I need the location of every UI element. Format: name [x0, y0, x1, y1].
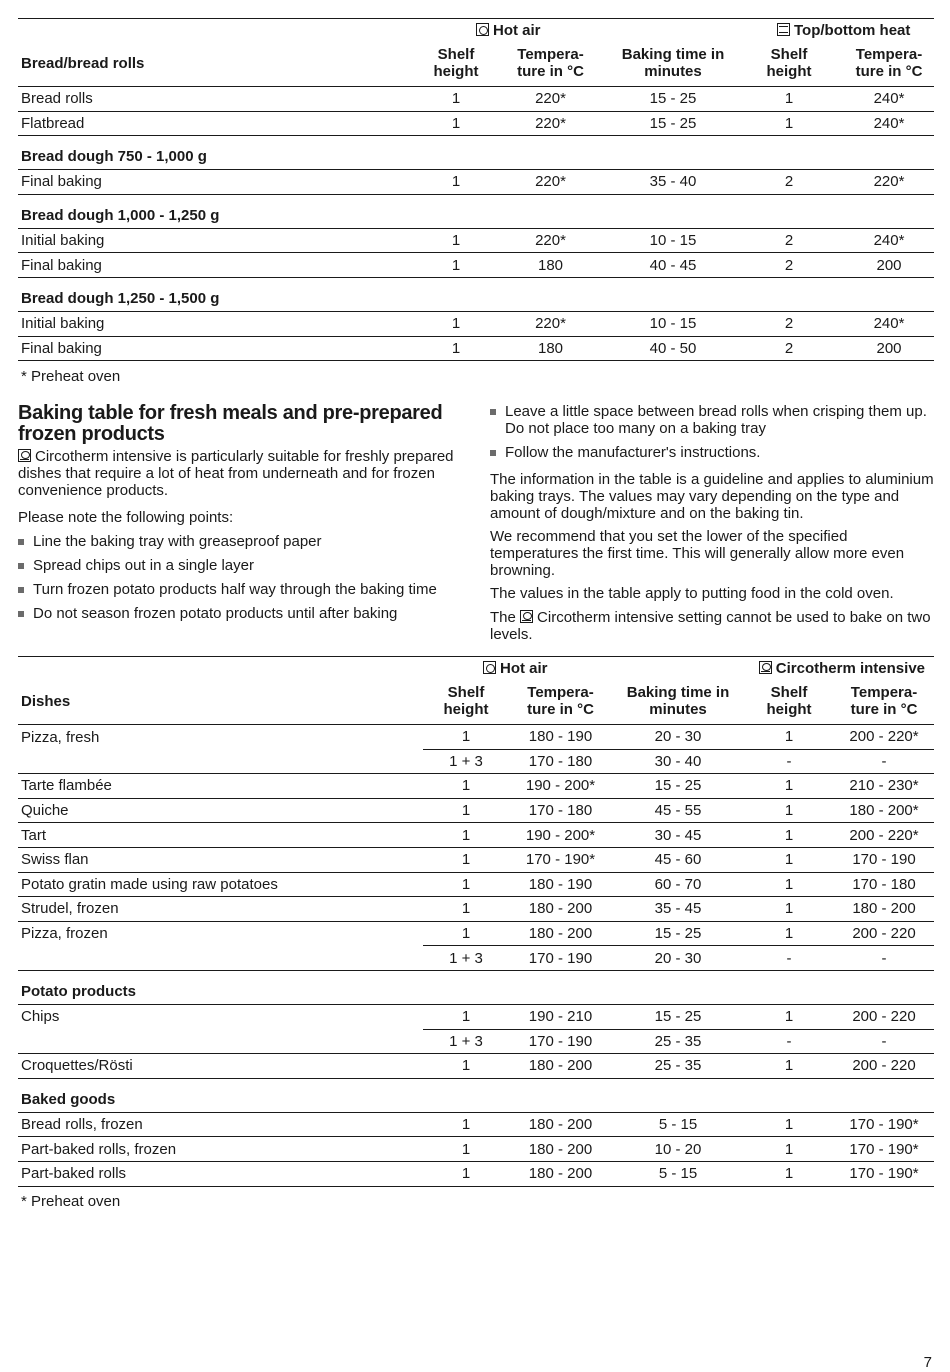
- table-row: [18, 336, 934, 361]
- section-heading: Potato products: [18, 970, 934, 1004]
- row-label: Tart: [18, 823, 423, 848]
- table-cell: 2: [734, 228, 844, 253]
- column-header-temperature-2: Tempera- ture in °C: [844, 41, 934, 87]
- table-cell: 180 - 190: [509, 872, 612, 897]
- paragraph-cold-oven: The values in the table apply to putting food in the cold oven.: [490, 585, 894, 602]
- table-cell: 1: [734, 111, 844, 136]
- table-cell: 15 - 25: [612, 774, 744, 799]
- table-cell: 1: [423, 1112, 509, 1137]
- table-cell: 10 - 20: [612, 1137, 744, 1162]
- row-label: Flatbread: [18, 111, 423, 136]
- section-heading: Bread dough 750 - 1,000 g: [18, 136, 934, 170]
- row-label: Initial baking: [18, 228, 423, 253]
- table-cell: 2: [734, 253, 844, 278]
- table-cell: 2: [734, 311, 844, 336]
- table-cell: -: [834, 946, 934, 971]
- table-row: [18, 228, 934, 253]
- section-heading-row: [18, 277, 934, 311]
- table-cell: -: [744, 1029, 834, 1054]
- paragraph-recommend: We recommend that you set the lower of the specified temperatures the first time. This will generally allow more even browning.: [490, 528, 905, 579]
- table-cell: 1: [744, 921, 834, 946]
- table-cell: 15 - 25: [612, 87, 734, 112]
- table-cell: 180 - 200: [509, 1161, 612, 1186]
- table-cell: 200 - 220*: [834, 823, 934, 848]
- table-cell: 180: [489, 336, 612, 361]
- table-cell: 170 - 190*: [834, 1137, 934, 1162]
- section-title: Baking table for fresh meals and pre-prepared frozen products: [18, 402, 443, 445]
- table-cell: 200: [844, 336, 934, 361]
- table-cell: -: [834, 749, 934, 774]
- section-heading: Baked goods: [18, 1078, 934, 1112]
- table-row: [18, 872, 934, 897]
- column-header-baking-time: Baking time in minutes: [612, 679, 744, 725]
- paragraph-guideline: The information in the table is a guideline and applies to aluminium baking trays. The values may vary depending on the type and amount of dough/mixture and on the baking tin.: [490, 471, 934, 522]
- bullet-list-left: [18, 533, 466, 622]
- table-cell: 190 - 210: [509, 1004, 612, 1029]
- table-cell: 200 - 220: [834, 1054, 934, 1079]
- table-cell: 190 - 200*: [509, 774, 612, 799]
- table-cell: 1: [744, 1137, 834, 1162]
- bread-baking-table: [18, 18, 934, 361]
- table-row: [18, 1004, 934, 1029]
- bullet-list-right: [490, 403, 934, 461]
- row-label: Swiss flan: [18, 847, 423, 872]
- table-cell: 20 - 30: [612, 946, 744, 971]
- table-cell: -: [834, 1029, 934, 1054]
- table-row: [18, 847, 934, 872]
- section-heading: Bread dough 1,000 - 1,250 g: [18, 194, 934, 228]
- table-row: [18, 1137, 934, 1162]
- bullet-item: Spread chips out in a single layer: [18, 557, 466, 574]
- section-heading-row: [18, 136, 934, 170]
- page-number: 7: [923, 1354, 932, 1371]
- table-cell: 1 + 3: [423, 946, 509, 971]
- table-row: [18, 823, 934, 848]
- paragraph-two-levels: The Circotherm intensive setting cannot be used to bake on two levels.: [490, 609, 931, 643]
- bullet-item: Line the baking tray with greaseproof paper: [18, 533, 466, 550]
- table-cell: 45 - 55: [612, 798, 744, 823]
- row-label: Quiche: [18, 798, 423, 823]
- table-cell: 25 - 35: [612, 1054, 744, 1079]
- table-cell: 180 - 200: [834, 897, 934, 922]
- table-cell: 1: [423, 798, 509, 823]
- table-cell: 210 - 230*: [834, 774, 934, 799]
- table-cell: 240*: [844, 111, 934, 136]
- row-label: Potato gratin made using raw potatoes: [18, 872, 423, 897]
- section-left-column: [18, 403, 466, 629]
- table-row: [18, 1054, 934, 1079]
- column-header-shelf-height: Shelf height: [423, 679, 509, 725]
- column-header-shelf-height: Shelf height: [423, 41, 489, 87]
- table-cell: 1: [744, 798, 834, 823]
- table-cell: 180 - 200: [509, 1054, 612, 1079]
- table-cell: 1: [744, 1161, 834, 1186]
- table-cell: 1 + 3: [423, 749, 509, 774]
- circotherm-intensive-icon: [18, 449, 31, 462]
- table-cell: 1: [423, 253, 489, 278]
- row-label: Tarte flambée: [18, 774, 423, 799]
- hot-air-mode-header: Hot air: [423, 657, 744, 679]
- table-row: [18, 170, 934, 195]
- table-cell: 2: [734, 336, 844, 361]
- section-heading-row: [18, 970, 934, 1004]
- table-row: [18, 253, 934, 278]
- table-cell: 1: [744, 847, 834, 872]
- table-cell: 1: [423, 1161, 509, 1186]
- row-label: Part-baked rolls: [18, 1161, 423, 1186]
- column-header-baking-time: Baking time in minutes: [612, 41, 734, 87]
- table-cell: 1: [423, 1137, 509, 1162]
- section-heading: Bread dough 1,250 - 1,500 g: [18, 277, 934, 311]
- table-cell: 240*: [844, 228, 934, 253]
- top-bottom-heat-icon: [777, 23, 790, 36]
- table-cell: 200: [844, 253, 934, 278]
- dishes-baking-table: [18, 656, 934, 1187]
- table-cell: 220*: [489, 87, 612, 112]
- column-header-temperature-2: Tempera- ture in °C: [834, 679, 934, 725]
- column-header-category: Bread/bread rolls: [18, 41, 423, 87]
- table-row: [18, 111, 934, 136]
- hot-air-mode-header: Hot air: [423, 19, 734, 41]
- table-cell: 170 - 190: [509, 946, 612, 971]
- table-cell: 170 - 190: [509, 1029, 612, 1054]
- table-cell: 1: [744, 774, 834, 799]
- circotherm-mode-header: Circotherm intensive: [744, 657, 934, 679]
- table-cell: 1: [423, 170, 489, 195]
- table-cell: 1: [423, 1054, 509, 1079]
- row-label: Pizza, frozen: [18, 921, 423, 946]
- table-cell: 1: [423, 87, 489, 112]
- table-cell: 1: [423, 228, 489, 253]
- bullet-item: Follow the manufacturer's instructions.: [490, 444, 934, 461]
- column-header-shelf-height-2: Shelf height: [734, 41, 844, 87]
- table-cell: 1: [423, 897, 509, 922]
- table-cell: 1: [423, 823, 509, 848]
- table-cell: 220*: [489, 111, 612, 136]
- row-label: [18, 946, 423, 971]
- intro-paragraph: Circotherm intensive is particularly suitable for freshly prepared dishes that require a lot of heat from underneath and for frozen convenience products.: [18, 448, 454, 499]
- row-label: [18, 1029, 423, 1054]
- table-cell: 1: [423, 774, 509, 799]
- table-cell: 1: [744, 872, 834, 897]
- footnote: * Preheat oven: [21, 1193, 121, 1210]
- column-header-temperature: Tempera- ture in °C: [509, 679, 612, 725]
- table-cell: 1: [423, 847, 509, 872]
- table-cell: 2: [734, 170, 844, 195]
- table-cell: 5 - 15: [612, 1161, 744, 1186]
- bullet-item: Leave a little space between bread rolls when crisping them up. Do not place too many on a baking tray: [490, 403, 934, 437]
- table-cell: 190 - 200*: [509, 823, 612, 848]
- table-cell: 180 - 200: [509, 1112, 612, 1137]
- hot-air-icon: [483, 661, 496, 674]
- table-cell: 180 - 200: [509, 1137, 612, 1162]
- table-cell: 170 - 180: [509, 749, 612, 774]
- table-row: [18, 897, 934, 922]
- table-cell: 200 - 220*: [834, 725, 934, 750]
- column-header-shelf-height-2: Shelf height: [744, 679, 834, 725]
- table-row: [18, 774, 934, 799]
- circotherm-intensive-icon: [759, 661, 772, 674]
- table-cell: 35 - 40: [612, 170, 734, 195]
- table-cell: 170 - 190*: [834, 1161, 934, 1186]
- table-cell: 1: [744, 897, 834, 922]
- table-cell: 180 - 190: [509, 725, 612, 750]
- table-row: [18, 798, 934, 823]
- table-row: [18, 1161, 934, 1186]
- row-label: Strudel, frozen: [18, 897, 423, 922]
- row-label: Final baking: [18, 170, 423, 195]
- bullet-item: Do not season frozen potato products until after baking: [18, 605, 466, 622]
- row-label: Part-baked rolls, frozen: [18, 1137, 423, 1162]
- row-label: Chips: [18, 1004, 423, 1029]
- table-cell: 20 - 30: [612, 725, 744, 750]
- top-bottom-heat-mode-header: Top/bottom heat: [734, 19, 934, 41]
- section-right-column: [490, 403, 934, 643]
- table-cell: 1 + 3: [423, 1029, 509, 1054]
- table-cell: 1: [423, 311, 489, 336]
- table-cell: 1: [744, 1112, 834, 1137]
- table-row: [18, 1029, 934, 1054]
- table-cell: 1: [423, 725, 509, 750]
- table-row: [18, 311, 934, 336]
- table-cell: 200 - 220: [834, 921, 934, 946]
- table-cell: 220*: [489, 228, 612, 253]
- table-cell: 30 - 40: [612, 749, 744, 774]
- table-cell: 40 - 50: [612, 336, 734, 361]
- row-label: Pizza, fresh: [18, 725, 423, 750]
- row-label: Final baking: [18, 253, 423, 278]
- column-header-category: Dishes: [18, 679, 423, 725]
- table-cell: 30 - 45: [612, 823, 744, 848]
- table-row: [18, 725, 934, 750]
- table-cell: 15 - 25: [612, 111, 734, 136]
- table-row: [18, 749, 934, 774]
- row-label: Bread rolls, frozen: [18, 1112, 423, 1137]
- table-cell: 200 - 220: [834, 1004, 934, 1029]
- column-header-temperature: Tempera- ture in °C: [489, 41, 612, 87]
- table-cell: 170 - 180: [509, 798, 612, 823]
- table-cell: -: [744, 946, 834, 971]
- section-heading-row: [18, 194, 934, 228]
- table-cell: 170 - 190*: [509, 847, 612, 872]
- table-cell: 40 - 45: [612, 253, 734, 278]
- table-cell: 1: [744, 725, 834, 750]
- table-cell: 1: [734, 87, 844, 112]
- table-cell: 180 - 200: [509, 897, 612, 922]
- table-cell: 25 - 35: [612, 1029, 744, 1054]
- table-cell: 5 - 15: [612, 1112, 744, 1137]
- table-row: [18, 1112, 934, 1137]
- table-cell: 1: [423, 872, 509, 897]
- table-cell: 1: [423, 1004, 509, 1029]
- table-cell: 1: [744, 823, 834, 848]
- row-label: [18, 749, 423, 774]
- table-cell: -: [744, 749, 834, 774]
- table-cell: 170 - 190: [834, 847, 934, 872]
- table-cell: 1: [423, 921, 509, 946]
- table-cell: 220*: [489, 170, 612, 195]
- table-cell: 240*: [844, 311, 934, 336]
- table-cell: 180: [489, 253, 612, 278]
- table-row: [18, 946, 934, 971]
- row-label: Croquettes/Rösti: [18, 1054, 423, 1079]
- table-cell: 220*: [844, 170, 934, 195]
- section-heading-row: [18, 1078, 934, 1112]
- footnote: * Preheat oven: [21, 368, 121, 385]
- table-cell: 180 - 200*: [834, 798, 934, 823]
- note-lead: Please note the following points:: [18, 509, 234, 526]
- circotherm-intensive-icon: [520, 610, 533, 623]
- table-cell: 15 - 25: [612, 921, 744, 946]
- table-cell: 60 - 70: [612, 872, 744, 897]
- table-cell: 170 - 190*: [834, 1112, 934, 1137]
- table-row: [18, 87, 934, 112]
- row-label: Bread rolls: [18, 87, 423, 112]
- table-cell: 240*: [844, 87, 934, 112]
- table-cell: 180 - 200: [509, 921, 612, 946]
- table-cell: 170 - 180: [834, 872, 934, 897]
- table-cell: 10 - 15: [612, 311, 734, 336]
- hot-air-icon: [476, 23, 489, 36]
- table-cell: 35 - 45: [612, 897, 744, 922]
- table-cell: 15 - 25: [612, 1004, 744, 1029]
- table-cell: 10 - 15: [612, 228, 734, 253]
- table-row: [18, 921, 934, 946]
- row-label: Initial baking: [18, 311, 423, 336]
- bullet-item: Turn frozen potato products half way through the baking time: [18, 581, 466, 598]
- table-cell: 1: [423, 336, 489, 361]
- row-label: Final baking: [18, 336, 423, 361]
- table-cell: 1: [744, 1054, 834, 1079]
- table-cell: 45 - 60: [612, 847, 744, 872]
- table-cell: 1: [744, 1004, 834, 1029]
- table-cell: 220*: [489, 311, 612, 336]
- table-cell: 1: [423, 111, 489, 136]
